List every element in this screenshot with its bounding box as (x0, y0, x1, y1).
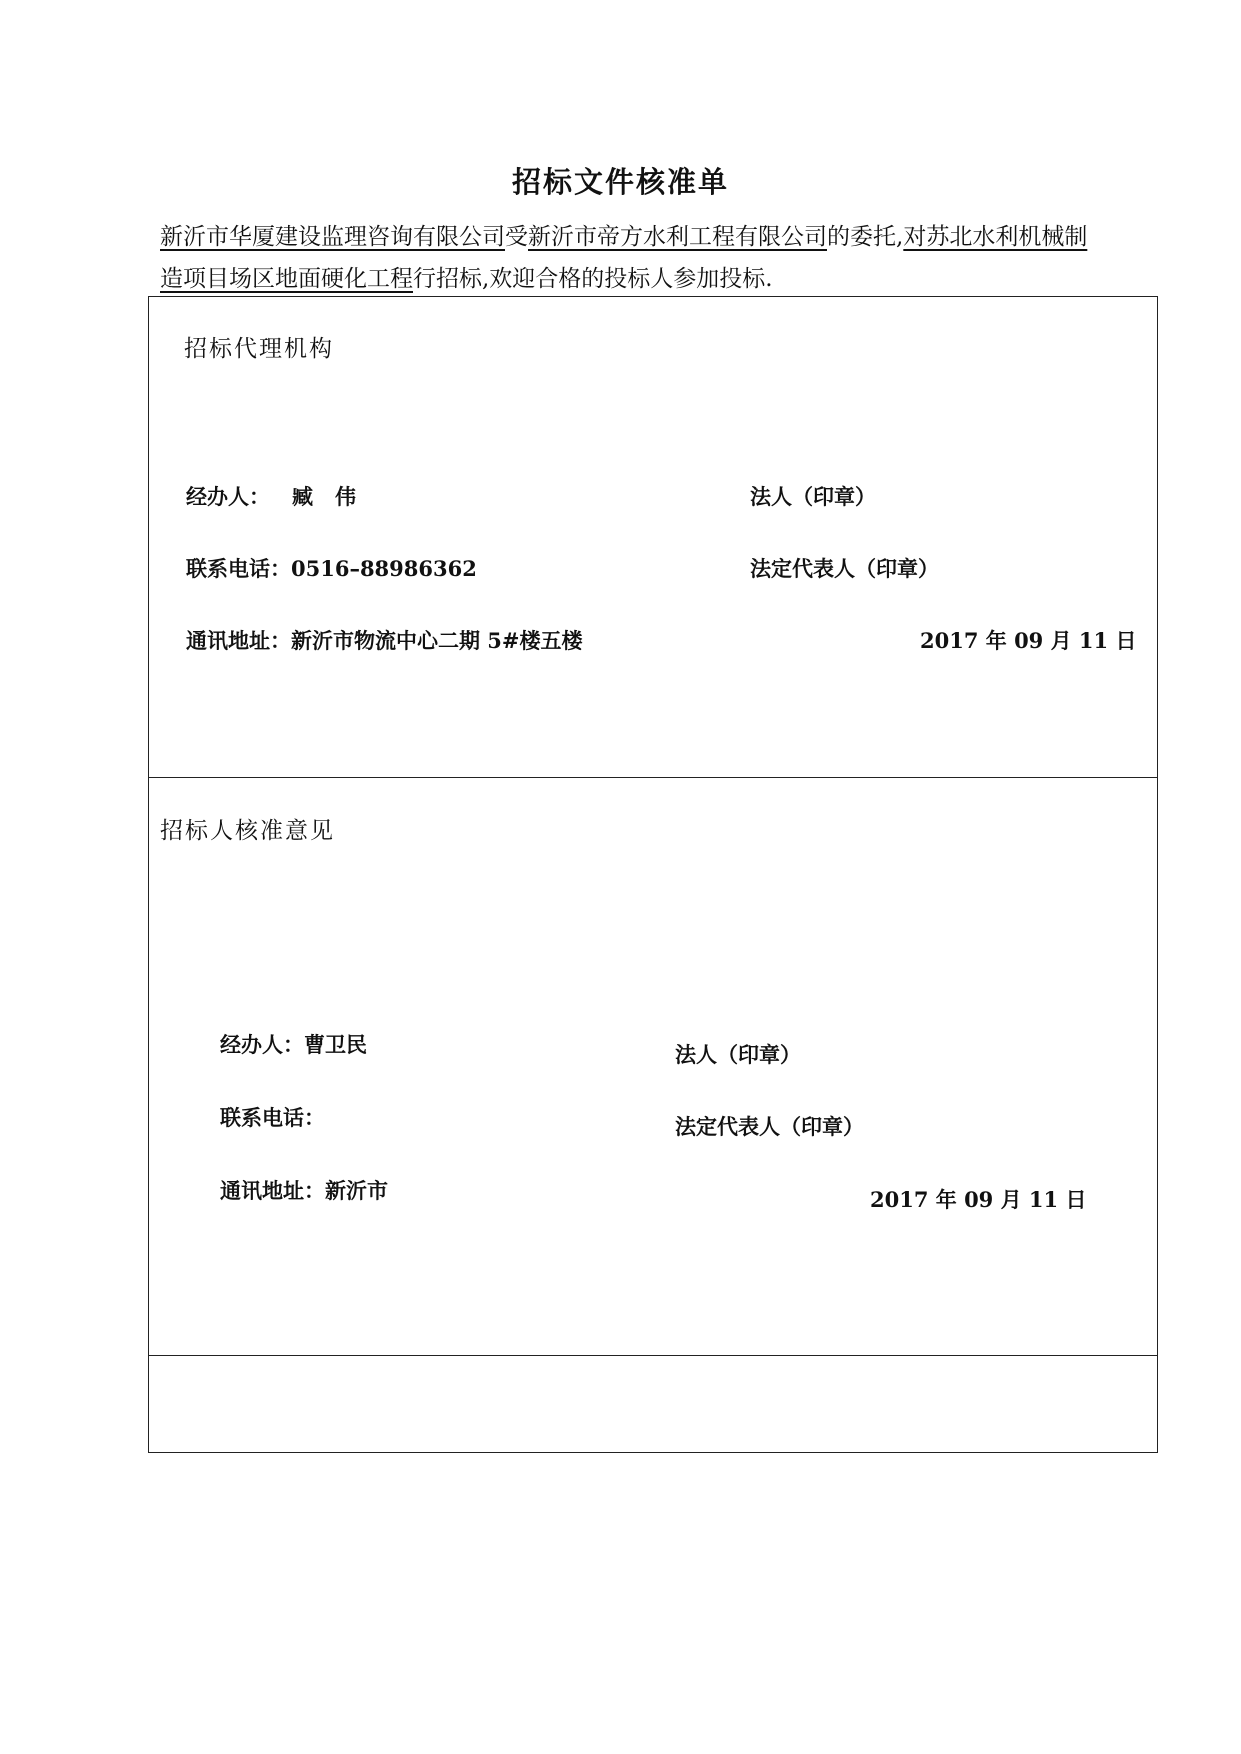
agency-handler (186, 481, 356, 511)
agency-phone (186, 553, 477, 583)
agency-legal-person-seal: 法人（印章） (750, 484, 876, 509)
tenderer-legal-rep-seal: 法定代表人（印章） (675, 1114, 864, 1139)
agency-phone-label: 联系电话： (186, 556, 291, 581)
intro-text-1: 受 (505, 224, 528, 250)
agency-handler-label: 经办人： (186, 484, 270, 509)
agency-legal-rep-seal: 法定代表人（印章） (750, 556, 939, 581)
agency-address-label: 通讯地址： (186, 628, 291, 653)
tenderer-date: 2017 年 09 月 11 日 (870, 1187, 1087, 1212)
agency-handler-name-1: 臧 (292, 484, 313, 509)
intro-text-3: 行招标,欢迎合格的投标人参加投标. (413, 266, 773, 292)
tenderer-address (220, 1175, 388, 1205)
agency-name: 新沂市华厦建设监理咨询有限公司 (160, 224, 505, 250)
agency-handler-name-2: 伟 (335, 484, 356, 509)
tenderer-address-label: 通讯地址： (220, 1178, 325, 1203)
agency-phone-value: 0516–88986362 (291, 556, 477, 581)
agency-address-value: 新沂市物流中心二期 5#楼五楼 (291, 628, 583, 653)
tenderer-phone-label: 联系电话： (220, 1105, 325, 1130)
agency-address (186, 625, 583, 655)
tenderer-handler-label: 经办人： (220, 1032, 304, 1057)
tenderer-section-label: 招标人核准意见 (160, 818, 335, 844)
intro-paragraph (160, 216, 1090, 300)
tenderer-handler (220, 1029, 367, 1059)
tenderer-handler-name: 曹卫民 (304, 1032, 367, 1057)
project-name: 对苏北水利机械制造项目场区地面硬化工程 (160, 224, 1088, 292)
empty-bottom-section (148, 1355, 1158, 1453)
agency-date: 2017 年 09 月 11 日 (920, 628, 1137, 653)
tenderer-name: 新沂市帝方水利工程有限公司 (528, 224, 827, 250)
tenderer-address-value: 新沂市 (325, 1178, 388, 1203)
tenderer-phone (220, 1102, 325, 1132)
agency-section (148, 296, 1158, 778)
page-title: 招标文件核准单 (511, 165, 729, 199)
agency-section-label: 招标代理机构 (184, 336, 334, 362)
tenderer-section (148, 777, 1158, 1356)
tenderer-legal-person-seal: 法人（印章） (675, 1042, 801, 1067)
intro-text-2: 的委托, (827, 224, 904, 250)
